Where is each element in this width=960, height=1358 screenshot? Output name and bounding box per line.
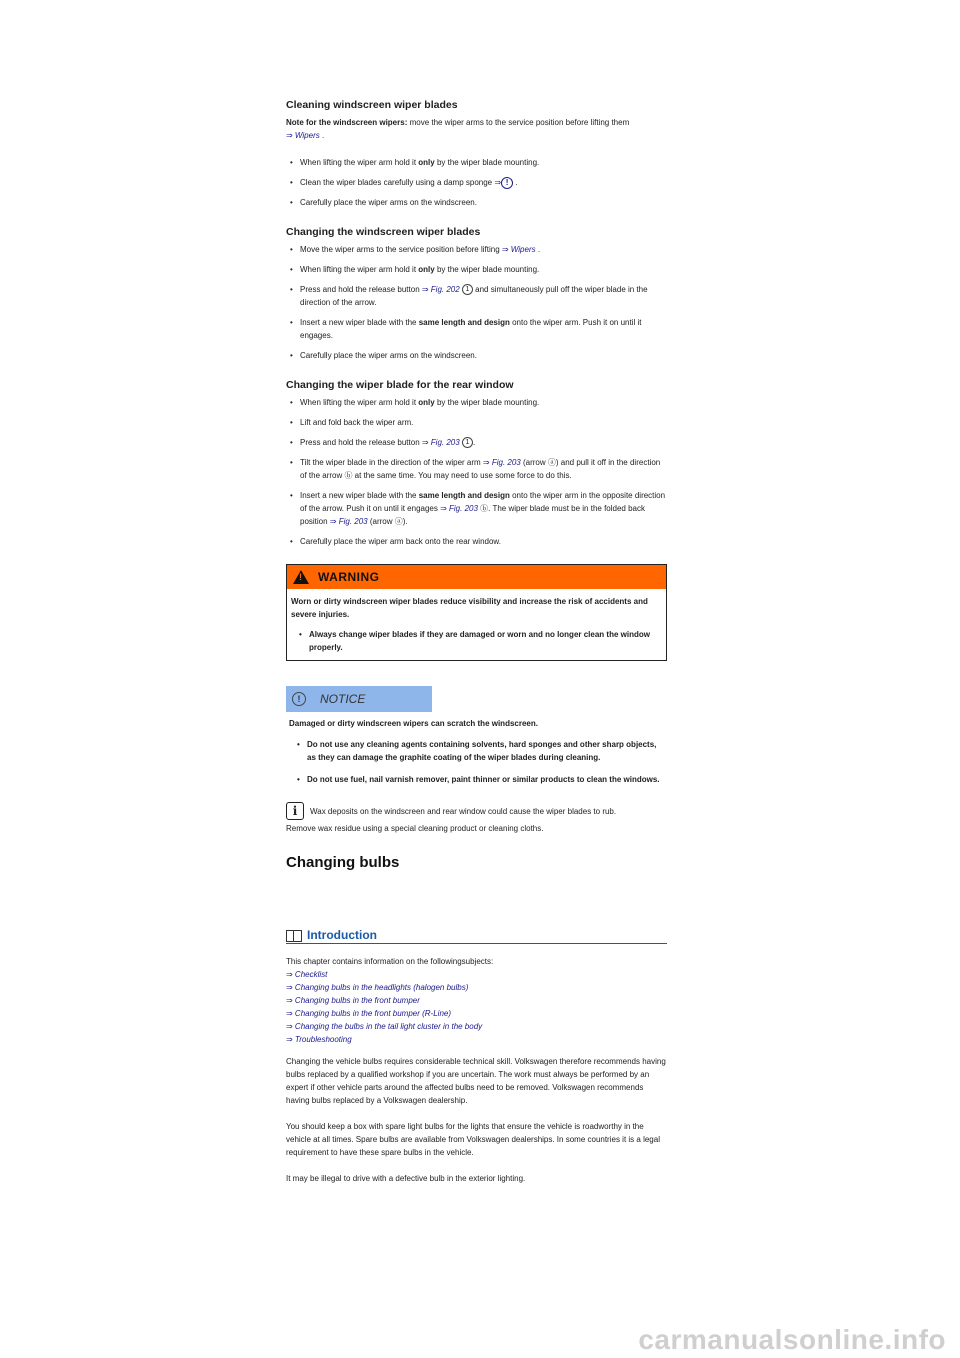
paragraph: Changing the vehicle bulbs requires considerable technical skill. Volkswagen therefore recommends having bulbs replaced by a qualified workshop if you are uncertain. The work must always be performed by an expert if other vehicle parts around the affected bulbs need to be removed. Volkswagen recommends having bulbs replaced by a Volkswagen dealership.	[286, 1057, 666, 1105]
link-tail-light[interactable]: ⇒ Changing the bulbs in the tail light cluster in the body	[286, 1022, 483, 1031]
introduction-header	[286, 929, 667, 944]
cleaning-steps	[286, 156, 667, 209]
changing-front-steps	[286, 243, 667, 362]
list-item: • Carefully place the wiper arms on the windscreen.	[286, 196, 667, 209]
wiper-note: Note for the windscreen wipers: move the wiper arms to the service position before lifting them ⇒ Wipers .	[286, 118, 630, 140]
list-item: • Lift and fold back the wiper arm.	[286, 416, 667, 429]
list-item: • Clean the wiper blades carefully using a damp sponge ⇒ ! .	[286, 176, 667, 189]
link-headlights[interactable]: ⇒ Changing bulbs in the headlights (halogen bulbs)	[286, 983, 469, 992]
paragraph: It may be illegal to drive with a defective bulb in the exterior lighting.	[286, 1174, 526, 1183]
notice-icon[interactable]: !	[501, 177, 513, 189]
link-fig-203[interactable]: ⇒ Fig. 203	[421, 438, 460, 447]
exclamation-circle-icon: !	[292, 692, 306, 706]
list-item: • Insert a new wiper blade with the same length and design onto the wiper arm. Push it on until it engages.	[286, 316, 667, 342]
intro-lead: This chapter contains information on the followingsubjects:	[286, 957, 494, 966]
warning-box	[286, 564, 667, 661]
introduction-title: Introduction	[307, 928, 377, 942]
list-item: • When lifting the wiper arm hold it only by the wiper blade mounting.	[286, 156, 667, 169]
manual-page	[286, 98, 667, 1185]
link-front-bumper-rline[interactable]: ⇒ Changing bulbs in the front bumper (R-Line)	[286, 1009, 452, 1018]
info-note: i Wax deposits on the windscreen and rear window could cause the wiper blades to rub.	[286, 802, 667, 820]
section-heading-cleaning: Cleaning windscreen wiper blades	[286, 99, 458, 111]
chapter-heading-bulbs: Changing bulbs	[286, 854, 400, 871]
book-icon	[286, 930, 302, 942]
list-item: • Carefully place the wiper arms on the windscreen.	[286, 349, 667, 362]
list-item: • Press and hold the release button ⇒ Fig. 203 1 .	[286, 436, 667, 449]
notice-header	[286, 686, 432, 712]
link-fig-203[interactable]: ⇒ Fig. 203	[482, 458, 521, 467]
callout-number: 1	[462, 284, 473, 295]
list-item: • Tilt the wiper blade in the direction of the wiper arm ⇒ Fig. 203 (arrow ⓐ) and pull it off in the direction of the arrow ⓑ at the same time. You may need to use some force to do this.	[286, 456, 667, 482]
link-notice[interactable]: ⇒	[494, 178, 502, 187]
changing-rear-steps	[286, 396, 667, 548]
link-wipers[interactable]: ⇒ Wipers	[501, 245, 536, 254]
paragraph: You should keep a box with spare light bulbs for the lights that ensure the vehicle is roadworthy in the vehicle at all times. Spare bulbs are available from Volkswagen dealerships. In some countries it is a legal requirement to have these spare bulbs in the vehicle.	[286, 1122, 660, 1157]
list-item: • Carefully place the wiper arm back onto the rear window.	[286, 535, 667, 548]
link-checklist[interactable]: ⇒ Checklist	[286, 970, 328, 979]
warning-header	[287, 565, 666, 589]
link-fig-202[interactable]: ⇒ Fig. 202	[421, 285, 460, 294]
section-heading-changing-rear: Changing the wiper blade for the rear window	[286, 379, 514, 391]
link-fig-203[interactable]: ⇒ Fig. 203	[440, 504, 478, 513]
info-note-line2: Remove wax residue using a special cleaning product or cleaning cloths.	[286, 824, 544, 833]
list-item: • When lifting the wiper arm hold it only by the wiper blade mounting.	[286, 396, 667, 409]
list-item: • Do not use fuel, nail varnish remover, paint thinner or similar products to clean the windows.	[289, 773, 663, 786]
watermark: carmanualsonline.info	[638, 1324, 946, 1355]
warning-triangle-icon: !	[293, 570, 309, 584]
list-item: • Move the wiper arms to the service position before lifting ⇒ Wipers .	[286, 243, 667, 256]
list-item: • Press and hold the release button ⇒ Fig. 202 1 and simultaneously pull off the wiper blade in the direction of the arrow.	[286, 283, 667, 309]
notice-title: NOTICE	[320, 691, 366, 706]
link-wipers[interactable]: ⇒ Wipers	[286, 131, 320, 140]
link-fig-203[interactable]: ⇒ Fig. 203	[329, 517, 368, 526]
link-troubleshooting[interactable]: ⇒ Troubleshooting	[286, 1035, 352, 1044]
section-heading-changing-front: Changing the windscreen wiper blades	[286, 226, 481, 238]
warning-title: WARNING	[318, 569, 380, 584]
info-icon: i	[286, 802, 304, 820]
list-item: • Do not use any cleaning agents containing solvents, hard sponges and other sharp objects, as they can damage the graphite coating of the wiper blades during cleaning.	[289, 738, 663, 764]
list-item: • Insert a new wiper blade with the same length and design onto the wiper arm in the opposite direction of the arrow. Push it on until it engages ⇒ Fig. 203 ⓑ. The wiper blade must be in the folded back position ⇒ Fig. 203 (arrow ⓐ).	[286, 489, 667, 528]
list-item: • Always change wiper blades if they are damaged or worn and no longer clean the window properly.	[291, 628, 662, 654]
callout-number: 1	[462, 437, 473, 448]
list-item: • When lifting the wiper arm hold it only by the wiper blade mounting.	[286, 263, 667, 276]
link-front-bumper[interactable]: ⇒ Changing bulbs in the front bumper	[286, 996, 420, 1005]
warning-body: Worn or dirty windscreen wiper blades reduce visibility and increase the risk of accidents and severe injuries. • Always change wiper blades if they are damaged or worn and no longer clean the window properly.	[287, 589, 666, 660]
subject-links	[286, 968, 667, 1046]
notice-body: Damaged or dirty windscreen wipers can scratch the windscreen. • Do not use any cleaning agents containing solvents, hard sponges and other sharp objects, as they can damage the graphite coating of the wiper blades during cleaning. • Do not use fuel, nail varnish remover, paint thinner or similar products to clean the windows.	[286, 712, 667, 786]
